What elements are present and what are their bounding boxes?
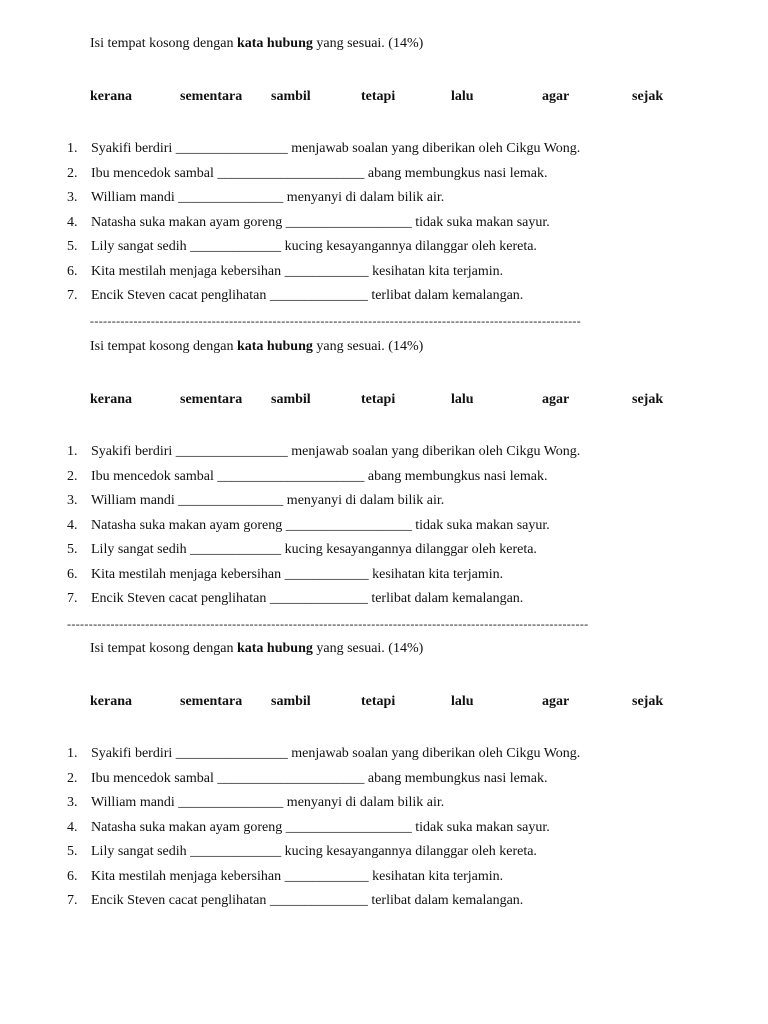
word-tetapi: tetapi [361, 694, 396, 709]
word-tetapi: tetapi [361, 392, 396, 407]
word-sementara: sementara [180, 392, 243, 407]
word-tetapi: tetapi [361, 89, 396, 104]
instruction-text: Isi tempat kosong dengan kata hubung yang sesuai. (14%) [90, 339, 424, 354]
instruction-bold: kata hubung [236, 36, 313, 51]
word-bank [0, 693, 768, 711]
word-sejak: sejak [632, 694, 664, 709]
word-sambil: sambil [271, 694, 311, 709]
word-sejak: sejak [632, 392, 664, 407]
divider-line: ----------------------------------------------------------------------------------------------------------------- [90, 314, 582, 328]
word-sambil: sambil [271, 89, 311, 104]
instruction-text: Isi tempat kosong dengan kata hubung yang sesuai. (14%) [90, 36, 424, 51]
word-kerana: kerana [90, 89, 132, 104]
instruction-bold: kata hubung [236, 641, 313, 656]
word-lalu: lalu [451, 694, 474, 709]
word-agar: agar [542, 694, 570, 709]
word-agar: agar [542, 392, 570, 407]
word-sementara: sementara [180, 694, 243, 709]
word-bank [0, 391, 768, 409]
word-lalu: lalu [451, 392, 474, 407]
word-sambil: sambil [271, 392, 311, 407]
instruction-bold: kata hubung [236, 339, 313, 354]
word-kerana: kerana [90, 694, 132, 709]
word-kerana: kerana [90, 392, 132, 407]
word-sementara: sementara [180, 89, 243, 104]
instruction-text: Isi tempat kosong dengan kata hubung yang sesuai. (14%) [90, 641, 424, 656]
word-lalu: lalu [451, 89, 474, 104]
divider-line: ------------------------------------------------------------------------------------------------------------------------ [67, 617, 589, 631]
word-bank [0, 88, 768, 106]
word-sejak: sejak [632, 89, 664, 104]
word-agar: agar [542, 89, 570, 104]
